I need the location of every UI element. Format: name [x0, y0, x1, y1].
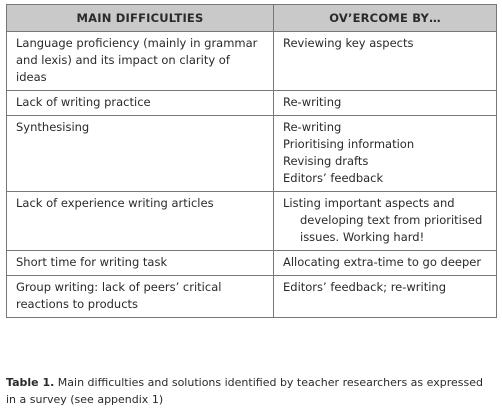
overcome-cell	[274, 192, 497, 251]
table-row	[7, 251, 497, 276]
cell-text: reactions to products	[16, 297, 139, 311]
difficulty-cell	[7, 276, 274, 318]
cell-text: Prioritising information	[283, 137, 415, 151]
table-row	[7, 32, 497, 91]
overcome-cell	[274, 91, 497, 116]
overcome-cell	[274, 251, 497, 276]
caption-text: Main difficulties and solutions identified by teacher researchers as expressed in a survey (see appendix 1)	[6, 376, 483, 406]
table-row	[7, 276, 497, 318]
overcome-cell	[274, 32, 497, 91]
cell-text: Re-writing	[283, 120, 342, 134]
difficulties-table	[6, 4, 497, 318]
header-overcome-by: OV’ERCOME BY…	[274, 5, 497, 32]
cell-text: Reviewing key aspects	[283, 36, 414, 50]
caption-label: Table 1.	[6, 376, 55, 389]
table-row	[7, 116, 497, 192]
cell-text: Group writing: lack of peers’ critical	[16, 280, 222, 294]
overcome-cell	[274, 116, 497, 192]
cell-text: Lack of writing practice	[16, 95, 151, 109]
cell-text: Re-writing	[283, 95, 342, 109]
cell-text: Language proficiency (mainly in grammar	[16, 36, 258, 50]
cell-text: Lack of experience writing articles	[16, 196, 214, 210]
cell-text: Revising drafts	[283, 154, 369, 168]
difficulty-cell	[7, 116, 274, 192]
cell-text: Editors’ feedback; re-writing	[283, 280, 447, 294]
table-row	[7, 91, 497, 116]
cell-text: Short time for writing task	[16, 255, 168, 269]
table-caption	[6, 374, 496, 408]
difficulty-cell	[7, 192, 274, 251]
difficulty-cell	[7, 32, 274, 91]
cell-text: and lexis) and its impact on clarity of ideas	[16, 53, 230, 84]
cell-text: Synthesising	[16, 120, 90, 134]
difficulty-cell	[7, 91, 274, 116]
header-main-difficulties: MAIN DIFFICULTIES	[7, 5, 274, 32]
table-header-row	[7, 5, 497, 32]
difficulty-cell	[7, 251, 274, 276]
table-row	[7, 192, 497, 251]
cell-text: Allocating extra-time to go deeper	[283, 255, 482, 269]
overcome-cell	[274, 276, 497, 318]
cell-text: Editors’ feedback	[283, 171, 384, 185]
cell-text: Listing important aspects and developing text from prioritised issues. Working hard!	[283, 196, 483, 244]
